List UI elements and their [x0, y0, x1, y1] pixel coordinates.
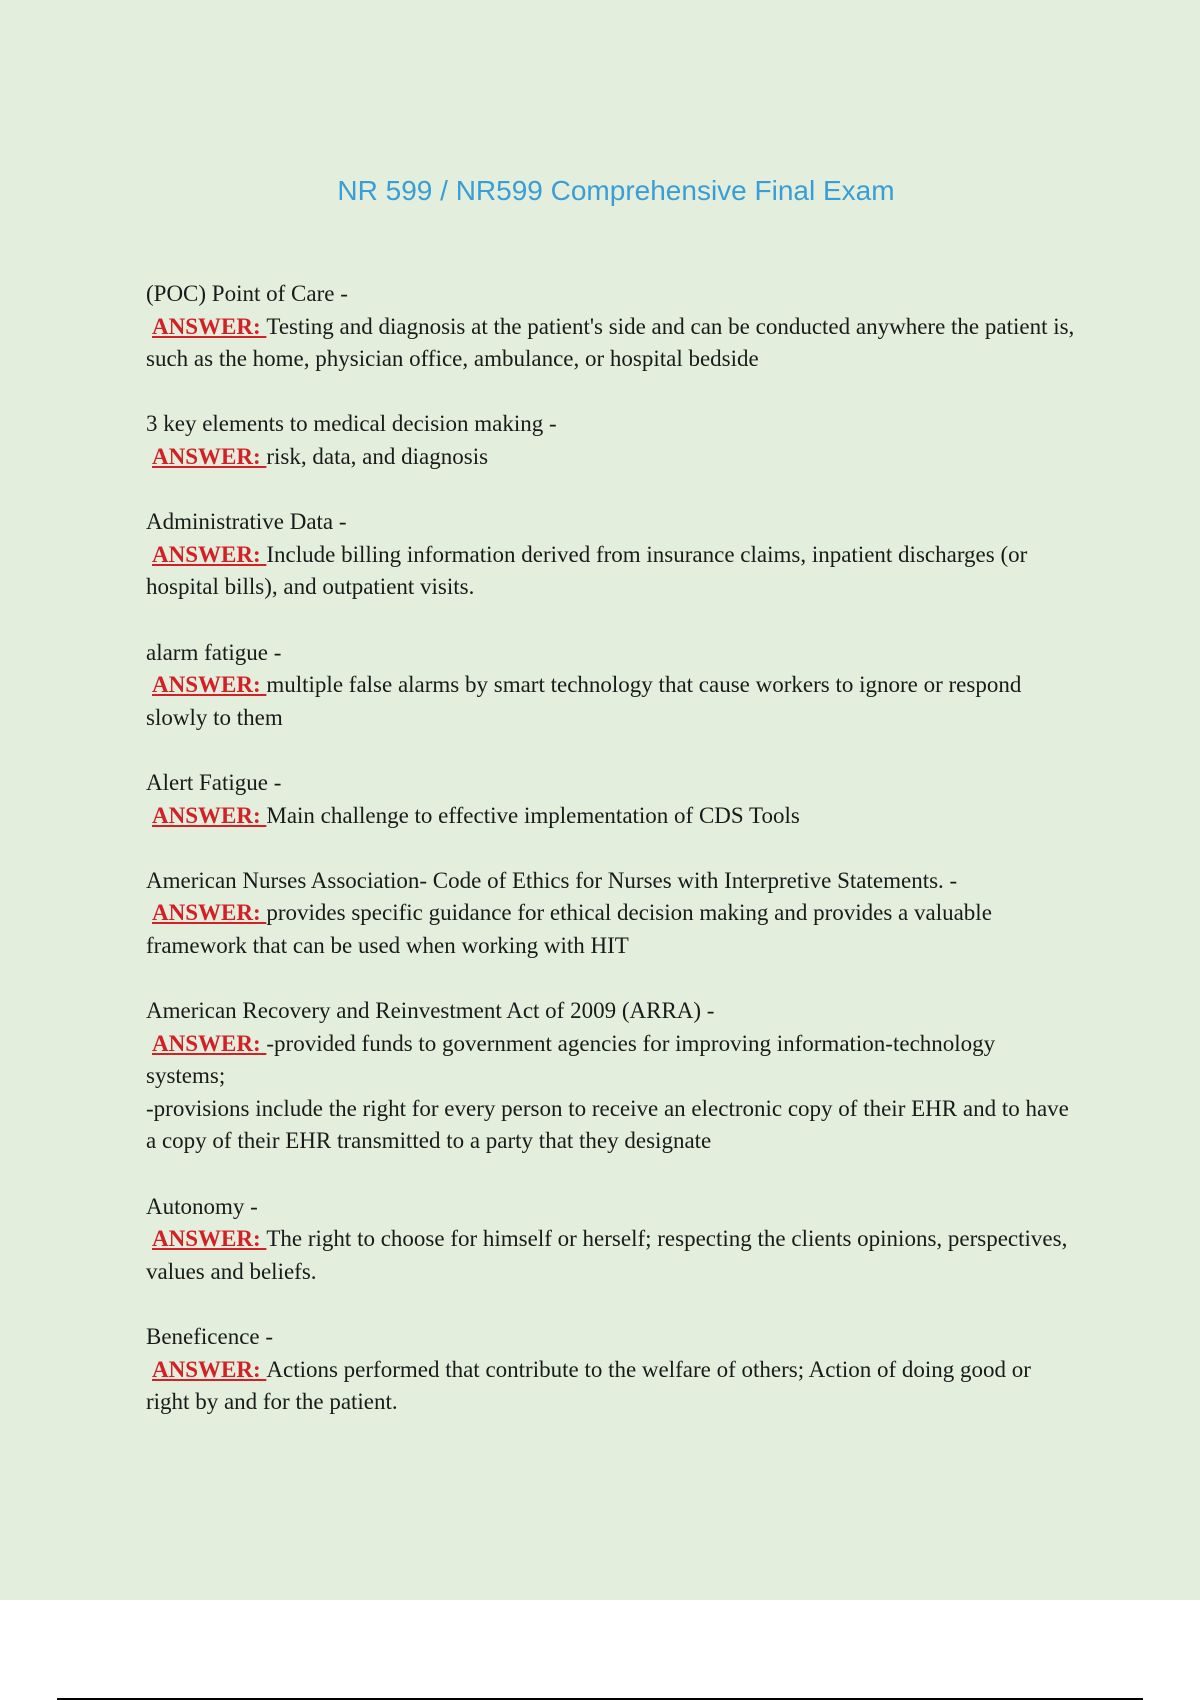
answer-text: multiple false alarms by smart technology that cause workers to ignore or respond slowly to them: [146, 672, 1022, 730]
question-text: 3 key elements to medical decision making -: [146, 411, 557, 437]
answer-text: Include billing information derived from insurance claims, inpatient discharges (or hospital bills), and outpatient visits.: [146, 541, 1028, 600]
question-text: Administrative Data -: [146, 509, 347, 535]
qa-entry: [146, 1191, 1076, 1289]
answer-text: provides specific guidance for ethical decision making and provides a valuable framework that can be used when working with HIT: [146, 900, 992, 958]
question-text: alarm fatigue -: [146, 639, 282, 665]
qa-entry: [146, 506, 1076, 604]
answer-text: risk, data, and diagnosis: [266, 443, 489, 469]
qa-entry: [146, 995, 1076, 1158]
answer-label: ANSWER:: [152, 900, 267, 926]
question-text: Autonomy -: [146, 1193, 258, 1219]
answer-label: ANSWER:: [152, 802, 267, 828]
qa-entry: [146, 278, 1076, 376]
question-text: (POC) Point of Care -: [146, 281, 348, 306]
qa-entry: [146, 865, 1076, 963]
answer-text: Testing and diagnosis at the patient's side and can be conducted anywhere the patient is, such as the home, physician office, ambulance, or hospital bedside: [146, 313, 1075, 372]
answer-label: ANSWER:: [152, 443, 267, 469]
answer-text: Actions performed that contribute to the welfare of others; Action of doing good or right by and for the patient.: [146, 1356, 1031, 1415]
question-text: American Nurses Association- Code of Ethics for Nurses with Interpretive Statements. -: [146, 867, 958, 893]
qa-entry: [146, 767, 1076, 832]
answer-label: ANSWER:: [152, 1226, 267, 1252]
answer-text: The right to choose for himself or herself; respecting the clients opinions, perspectives, values and beliefs.: [146, 1226, 1068, 1284]
qa-list: [146, 278, 1076, 1451]
question-text: Beneficence -: [146, 1324, 274, 1349]
answer-label: ANSWER:: [152, 1356, 267, 1382]
question-text: American Recovery and Reinvestment Act of 2009 (ARRA) -: [146, 998, 715, 1024]
question-text: Alert Fatigue -: [146, 769, 282, 795]
answer-label: ANSWER:: [152, 1030, 267, 1056]
qa-entry: [146, 408, 1076, 473]
answer-label: ANSWER:: [152, 541, 267, 567]
qa-entry: [146, 1321, 1076, 1419]
answer-label: ANSWER:: [152, 672, 267, 698]
qa-entry: [146, 637, 1076, 735]
answer-text: -provided funds to government agencies for improving information-technology systems; -provisions include the right for every person to receive an electronic copy of their EHR and to have a copy of their EHR transmitted to a party that they designate: [146, 1030, 1069, 1154]
answer-label: ANSWER:: [152, 313, 267, 339]
document-title: NR 599 / NR599 Comprehensive Final Exam: [337, 175, 895, 206]
answer-text: Main challenge to effective implementation of CDS Tools: [266, 802, 800, 828]
